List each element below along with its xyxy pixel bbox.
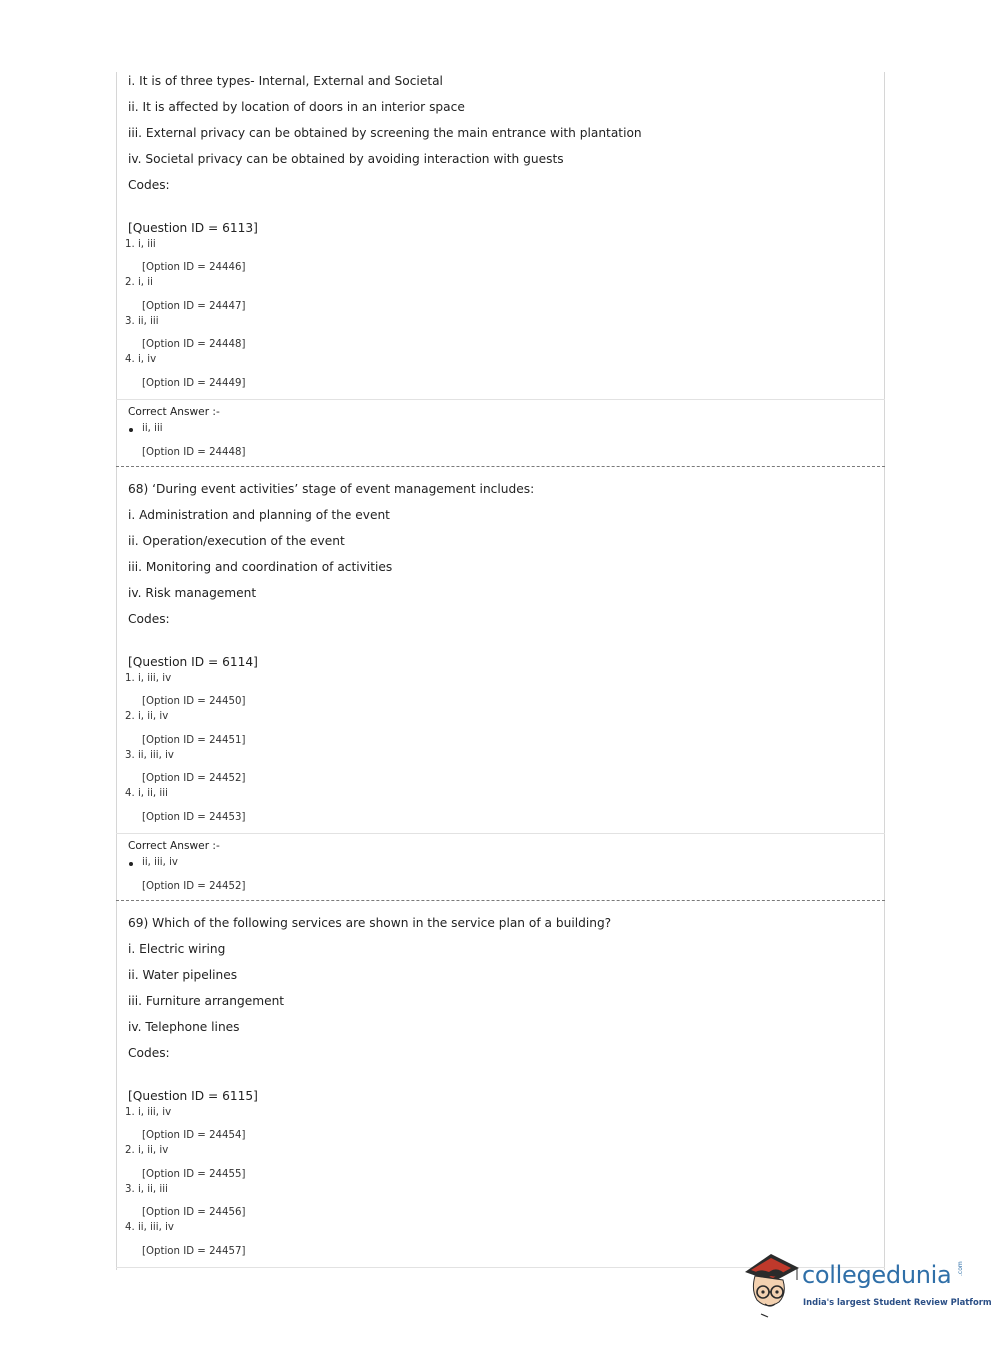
- q67-option-4: 4. i, iv: [125, 354, 157, 365]
- q67-option-2-id: [Option ID = 24447]: [142, 301, 246, 312]
- q69-option-4: 4. ii, iii, iv: [125, 1222, 174, 1233]
- q67-option-3-id: [Option ID = 24448]: [142, 339, 246, 350]
- question-68-block: [116, 480, 885, 902]
- q69-option-2: 2. i, ii, iv: [125, 1145, 169, 1156]
- q69-statement-3: iii. Furniture arrangement: [128, 994, 285, 1008]
- q68-option-2-id: [Option ID = 24451]: [142, 735, 246, 746]
- logo-wordmark: collegedunia: [802, 1261, 952, 1289]
- q69-option-2-id: [Option ID = 24455]: [142, 1169, 246, 1180]
- q68-codes-label: Codes:: [128, 612, 170, 626]
- q68-statement-3: iii. Monitoring and coordination of activities: [128, 560, 393, 574]
- q68-statement-2: ii. Operation/execution of the event: [128, 534, 345, 548]
- q67-statement-4: iv. Societal privacy can be obtained by avoiding interaction with guests: [128, 152, 564, 166]
- q69-option-1: 1. i, iii, iv: [125, 1107, 172, 1118]
- logo-domain-suffix: .com: [957, 1261, 964, 1276]
- q68-question-id: [Question ID = 6114]: [128, 655, 258, 669]
- question-69-block: [116, 914, 885, 1270]
- q68-statement-1: i. Administration and planning of the event: [128, 508, 390, 522]
- q67-answer-divider: [116, 399, 885, 400]
- logo-tagline: India's largest Student Review Platform: [803, 1297, 992, 1307]
- q67-correct-answer-value: ii, iii: [142, 423, 163, 434]
- q67-end-separator: [116, 466, 885, 467]
- mascot-icon: [741, 1250, 801, 1320]
- collegedunia-logo: [741, 1250, 992, 1320]
- question-67-block: [116, 72, 885, 468]
- q68-option-4: 4. i, ii, iii: [125, 788, 168, 799]
- q67-statement-1: i. It is of three types- Internal, External and Societal: [128, 74, 443, 88]
- q69-option-4-id: [Option ID = 24457]: [142, 1246, 246, 1257]
- q68-answer-divider: [116, 833, 885, 834]
- q67-option-1: 1. i, iii: [125, 239, 156, 250]
- q69-question-text: 69) Which of the following services are shown in the service plan of a building?: [128, 916, 612, 930]
- q68-correct-answer-heading: Correct Answer :-: [128, 840, 220, 852]
- q67-question-id: [Question ID = 6113]: [128, 221, 258, 235]
- q68-option-1: 1. i, iii, iv: [125, 673, 172, 684]
- q68-correct-answer-id: [Option ID = 24452]: [142, 881, 246, 892]
- q69-option-3-id: [Option ID = 24456]: [142, 1207, 246, 1218]
- q68-option-3-id: [Option ID = 24452]: [142, 773, 246, 784]
- q68-option-1-id: [Option ID = 24450]: [142, 696, 246, 707]
- q68-question-text: 68) ‘During event activities’ stage of event management includes:: [128, 482, 535, 496]
- q67-option-4-id: [Option ID = 24449]: [142, 378, 246, 389]
- q68-answer-bullet: [129, 862, 133, 866]
- q68-option-4-id: [Option ID = 24453]: [142, 812, 246, 823]
- q69-question-id: [Question ID = 6115]: [128, 1089, 258, 1103]
- q68-option-3: 3. ii, iii, iv: [125, 750, 174, 761]
- q67-statement-2: ii. It is affected by location of doors in an interior space: [128, 100, 465, 114]
- q69-statement-1: i. Electric wiring: [128, 942, 226, 956]
- q69-option-3: 3. i, ii, iii: [125, 1184, 168, 1195]
- q67-correct-answer-id: [Option ID = 24448]: [142, 447, 246, 458]
- q67-option-2: 2. i, ii: [125, 277, 153, 288]
- q67-option-3: 3. ii, iii: [125, 316, 159, 327]
- q67-correct-answer-heading: Correct Answer :-: [128, 406, 220, 418]
- q68-statement-4: iv. Risk management: [128, 586, 257, 600]
- q69-statement-2: ii. Water pipelines: [128, 968, 238, 982]
- q67-option-1-id: [Option ID = 24446]: [142, 262, 246, 273]
- q69-option-1-id: [Option ID = 24454]: [142, 1130, 246, 1141]
- q68-correct-answer-value: ii, iii, iv: [142, 857, 178, 868]
- q67-codes-label: Codes:: [128, 178, 170, 192]
- q69-codes-label: Codes:: [128, 1046, 170, 1060]
- q67-answer-bullet: [129, 428, 133, 432]
- q68-end-separator: [116, 900, 885, 901]
- q69-statement-4: iv. Telephone lines: [128, 1020, 240, 1034]
- q67-statement-3: iii. External privacy can be obtained by screening the main entrance with plantation: [128, 126, 642, 140]
- q68-option-2: 2. i, ii, iv: [125, 711, 169, 722]
